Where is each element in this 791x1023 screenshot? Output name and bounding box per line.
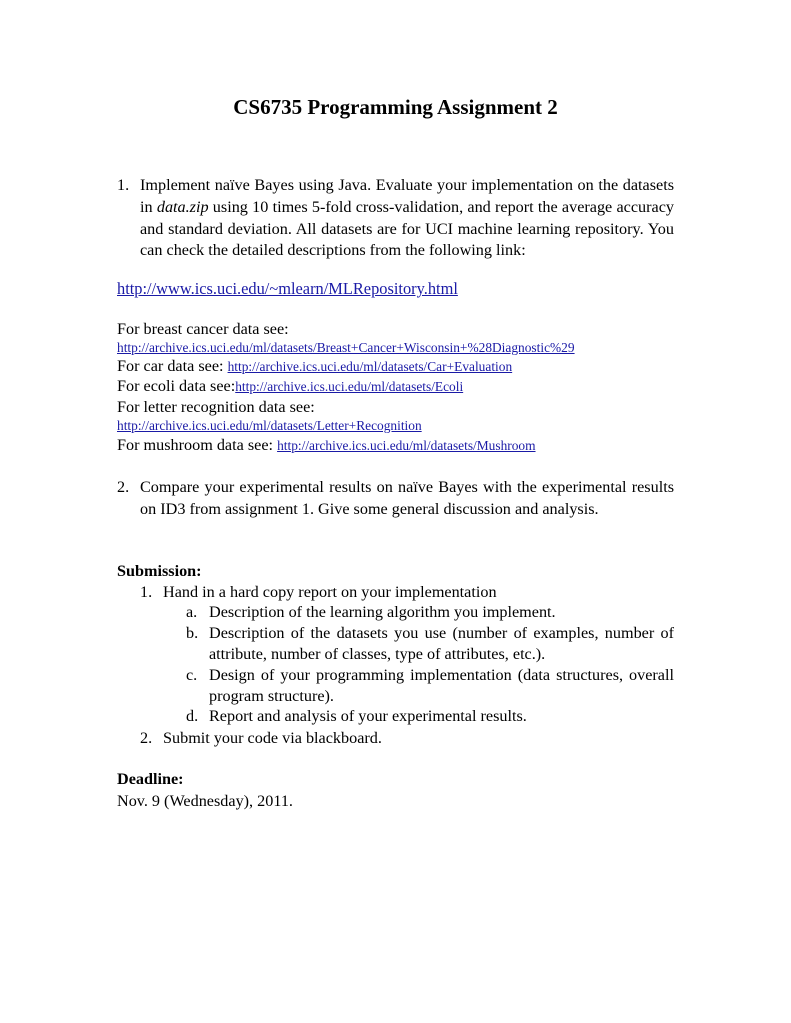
- submission-subitem-a: [186, 602, 674, 623]
- submission-item-2: [140, 728, 382, 748]
- task-item-1-number: 1.: [117, 176, 130, 194]
- ecoli-data-label: For ecoli data see:: [117, 377, 236, 395]
- mushroom-data-link[interactable]: http://archive.ics.uci.edu/ml/datasets/Mushroom: [277, 438, 536, 453]
- submission-heading: Submission:: [117, 562, 202, 580]
- submission-subitem-c-letter: c.: [186, 666, 198, 684]
- task-item-2: [117, 477, 674, 521]
- deadline-heading: Deadline:: [117, 770, 184, 788]
- uci-repository-line: [117, 279, 458, 299]
- letter-recognition-label: For letter recognition data see:: [117, 398, 315, 416]
- deadline-date: Nov. 9 (Wednesday), 2011.: [117, 792, 293, 810]
- task-item-2-number: 2.: [117, 478, 130, 496]
- submission-subitem-c: [186, 665, 674, 706]
- breast-cancer-label: For breast cancer data see:: [117, 320, 289, 338]
- mushroom-data-line: [117, 435, 536, 456]
- submission-subitem-b-letter: b.: [186, 624, 199, 642]
- submission-item-1-text: Hand in a hard copy report on your implementation: [163, 583, 497, 601]
- submission-item-2-text: Submit your code via blackboard.: [163, 729, 382, 747]
- data-zip-filename: data.zip: [156, 197, 209, 216]
- ecoli-data-line: [117, 376, 463, 397]
- submission-subitem-d-text: Report and analysis of your experimental results.: [209, 707, 527, 725]
- submission-item-1: [140, 582, 497, 602]
- letter-recognition-line: [117, 415, 422, 436]
- task-item-1-text: Implement naïve Bayes using Java. Evaluate your implementation on the datasets in data.zip using 10 times 5-fold cross-validation, and report the average accuracy and standard deviation. All datasets are for UCI machine learning repository. You can check the detailed descriptions from the following link:: [140, 176, 674, 260]
- submission-subitem-a-letter: a.: [186, 603, 198, 621]
- submission-item-2-number: 2.: [140, 729, 153, 747]
- ecoli-data-link[interactable]: http://archive.ics.uci.edu/ml/datasets/Ecoli: [235, 379, 464, 394]
- submission-subitem-b: [186, 623, 674, 664]
- submission-subitem-c-text: Design of your programming implementation (data structures, overall program structure).: [209, 666, 674, 705]
- uci-repository-link[interactable]: http://www.ics.uci.edu/~mlearn/MLRepository.html: [117, 279, 458, 298]
- task-item-2-text: Compare your experimental results on naïve Bayes with the experimental results on ID3 from assignment 1. Give some general discussion and analysis.: [140, 478, 674, 518]
- submission-subitem-a-text: Description of the learning algorithm you implement.: [209, 603, 556, 621]
- breast-cancer-line: [117, 337, 575, 358]
- task-item-1: [117, 175, 674, 262]
- submission-item-1-number: 1.: [140, 583, 153, 601]
- car-data-link[interactable]: http://archive.ics.uci.edu/ml/datasets/Car+Evaluation: [227, 359, 513, 374]
- submission-subitem-d: [186, 706, 674, 727]
- submission-subitem-b-text: Description of the datasets you use (number of examples, number of attribute, number of classes, type of attributes, etc.).: [209, 624, 674, 663]
- page-title: CS6735 Programming Assignment 2: [233, 95, 558, 119]
- car-data-label: For car data see:: [117, 357, 228, 375]
- car-data-line: [117, 356, 512, 377]
- breast-cancer-link[interactable]: http://archive.ics.uci.edu/ml/datasets/Breast+Cancer+Wisconsin+%28Diagnostic%29: [117, 340, 575, 355]
- submission-subitem-d-letter: d.: [186, 707, 199, 725]
- mushroom-data-label: For mushroom data see:: [117, 436, 278, 454]
- letter-recognition-link[interactable]: http://archive.ics.uci.edu/ml/datasets/Letter+Recognition: [117, 418, 422, 433]
